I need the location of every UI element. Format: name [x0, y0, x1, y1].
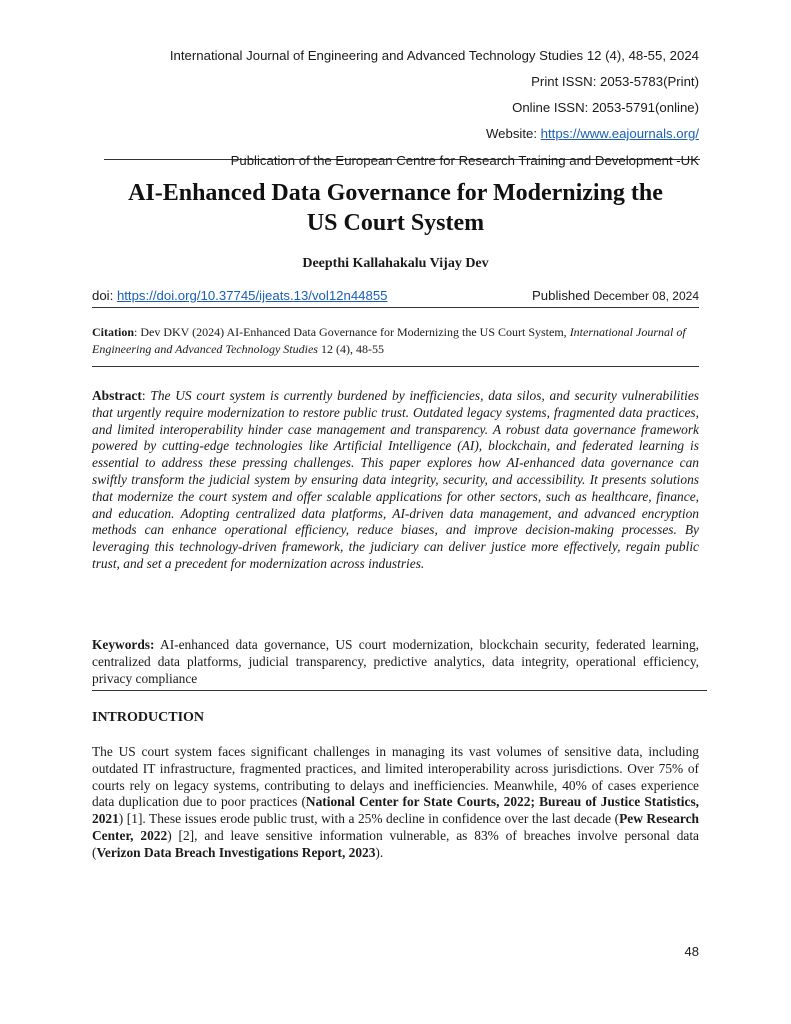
print-issn: Print ISSN: 2053-5783(Print) — [531, 74, 699, 89]
citation — [92, 324, 699, 358]
section-heading-introduction: INTRODUCTION — [92, 710, 205, 725]
journal-line: International Journal of Engineering and Advanced Technology Studies 12 (4), 48-55, 2024 — [169, 48, 699, 63]
citation-text: : Dev DKV (2024) AI-Enhanced Data Governance for Modernizing the US Court System, — [134, 325, 570, 339]
doi-line — [92, 288, 388, 303]
website-label: Website: — [485, 126, 541, 141]
abstract-sep: : — [141, 388, 151, 403]
published-date: December 08, 2024 — [593, 289, 699, 303]
intro-text-2: ) [1]. These issues erode public trust, with a 25% decline in confidence over the last decade ( — [118, 811, 620, 827]
publisher-line: Publication of the European Centre for Research Training and Development -UK — [230, 153, 699, 168]
citation-journal: International Journal of Engineering and Advanced Technology Studies — [92, 325, 686, 356]
website-link[interactable]: https://www.eajournals.org/ — [540, 126, 699, 141]
abstract-text: The US court system is currently burdened by inefficiencies, data silos, and security vulnerabilities that urgently require modernization to restore public trust. Outdated legacy systems, fragmented data practices, and limited interoperability hinder case management and transparency. A robust data governance framework powered by cutting-edge technologies like Artificial Intelligence (AI), blockchain, and federated learning is essential to address these pressing challenges. This paper explores how AI-enhanced data governance can swiftly transform the judicial system by ensuring data integrity, security, and accessibility. It presents solutions that modernize the court system and offer scalable applications for other sectors, such as healthcare, finance, and education. Adopting centralized data platforms, AI-driven data management, and advanced encryption methods can enhance operational efficiency, reduce biases, and improve decision-making processes. By leveraging this technology-driven framework, the judiciary can deliver justice more effectively, regain public trust, and set a precedent for modernization across industries. — [92, 388, 699, 571]
citation-tail: 12 (4), 48-55 — [317, 342, 384, 356]
keywords-label: Keywords: — [92, 637, 155, 652]
intro-text-4: ). — [375, 844, 384, 860]
abstract — [92, 388, 699, 573]
website-line — [486, 126, 699, 141]
abstract-label: Abstract — [92, 388, 142, 403]
intro-ref-2: Pew Research Center, 2022 — [92, 811, 699, 843]
intro-text-1: The US court system faces significant challenges in managing its vast volumes of sensitive data, including outdated IT infrastructure, fragmented practices, and limited interoperability across jurisdictions. Over 75% of courts rely on legacy systems, contributing to delays and inefficiencies. Meanwhile, 40% of cases experience data duplication due to poor practices ( — [92, 744, 699, 810]
citation-rule — [92, 366, 699, 367]
published-label: Published — [532, 288, 594, 303]
title-line-1: AI-Enhanced Data Governance for Modernizing the — [128, 180, 663, 206]
keywords — [92, 637, 699, 687]
doi-label: doi: — [92, 288, 117, 303]
intro-ref-3: Verizon Data Breach Investigations Report, 2023 — [96, 844, 376, 860]
title-line-2: US Court System — [306, 210, 485, 236]
keywords-rule — [92, 690, 707, 691]
introduction-paragraph — [92, 744, 699, 862]
keywords-text: AI-enhanced data governance, US court modernization, blockchain security, federated learning, centralized data platforms, judicial transparency, predictive analytics, data integrity, operational efficiency, privacy compliance — [92, 637, 699, 686]
doi-link[interactable]: https://doi.org/10.37745/ijeats.13/vol12n44855 — [116, 288, 388, 303]
published-line — [532, 288, 699, 303]
page-number: 48 — [684, 944, 699, 959]
author-name: Deepthi Kallahakalu Vijay Dev — [302, 256, 489, 271]
citation-label: Citation — [92, 325, 134, 339]
doi-rule — [92, 307, 699, 308]
paper-title — [80, 178, 711, 238]
online-issn: Online ISSN: 2053-5791(online) — [512, 100, 699, 115]
intro-ref-1: National Center for State Courts, 2022; Bureau of Justice Statistics, 2021 — [92, 794, 699, 827]
intro-text-3: ) [2], and leave sensitive information vulnerable, as 83% of breaches involve personal data ( — [92, 827, 700, 860]
